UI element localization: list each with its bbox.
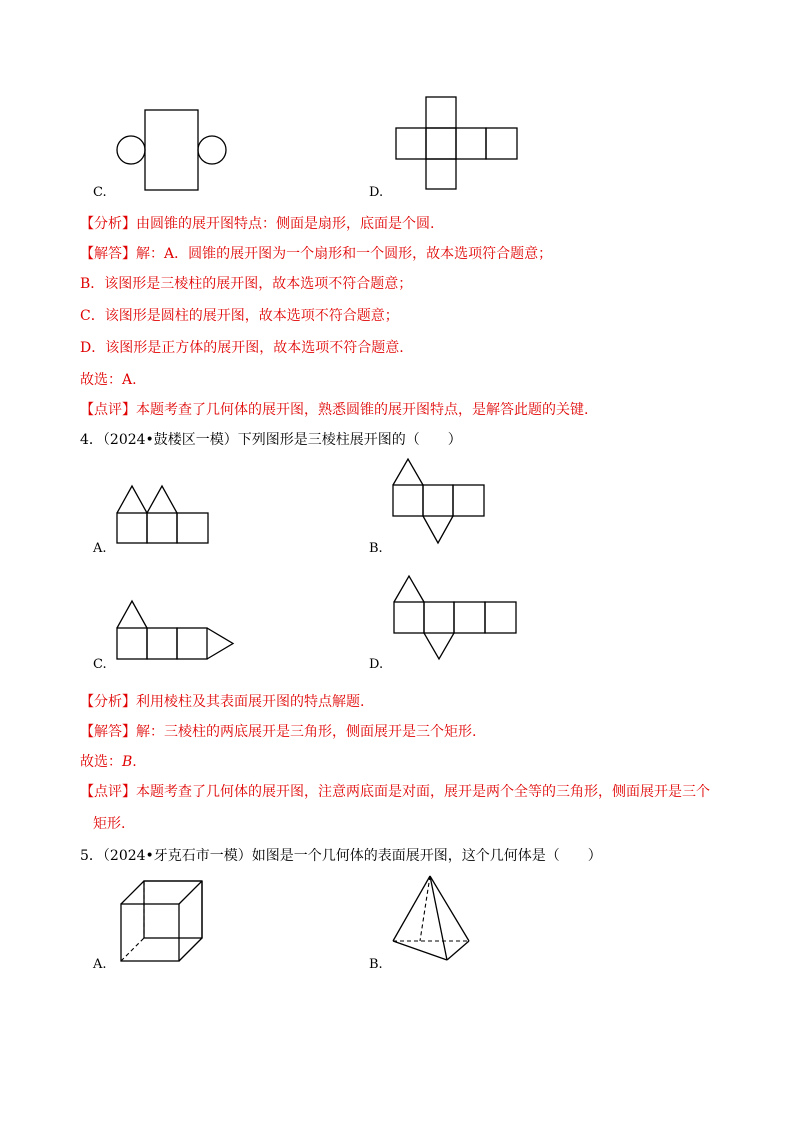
q4-question: 4．（2024•鼓楼区一模）下列图形是三棱柱展开图的（ ） xyxy=(80,432,462,448)
q3-answer-line-c: C．该图形是圆柱的展开图，故本选项不符合题意； xyxy=(80,308,399,324)
q3-analysis: 【分析】由圆锥的展开图特点：侧面是扇形，底面是个圆. xyxy=(80,216,435,232)
q4-option-b-label: B. xyxy=(369,541,383,556)
q4-option-c-label: C. xyxy=(93,657,107,672)
q4-analysis: 【分析】利用棱柱及其表面展开图的特点解题. xyxy=(80,694,365,710)
q3-answer-line-d: D．该图形是正方体的展开图，故本选项不符合题意. xyxy=(80,340,404,356)
q5-option-b-label: B. xyxy=(369,957,383,972)
q4-comment-line-2: 矩形. xyxy=(93,816,126,832)
q4-option-d-label: D. xyxy=(369,657,384,672)
q3-answer-line-b: B．该图形是三棱柱的展开图，故本选项不符合题意； xyxy=(80,276,413,292)
q3-option-c-label: C. xyxy=(93,185,107,200)
q4-choice-suffix: . xyxy=(132,754,137,770)
q4-option-a-label: A. xyxy=(93,541,107,556)
q5-option-a-label: A. xyxy=(93,957,107,972)
q3-option-d-label: D. xyxy=(369,185,384,200)
q5-question: 5．（2024•牙克石市一模）如图是一个几何体的表面展开图，这个几何体是（ ） xyxy=(80,848,602,864)
q3-comment: 【点评】本题考查了几何体的展开图，熟悉圆锥的展开图特点，是解答此题的关键. xyxy=(80,402,589,418)
q4-answer: 【解答】解：三棱柱的两底展开是三角形，侧面展开是三个矩形. xyxy=(80,724,477,740)
q3-answer: 【解答】解：A．圆锥的展开图为一个扇形和一个圆形，故本选项符合题意； xyxy=(80,246,553,262)
q4-choice-prefix: 故选： xyxy=(80,754,122,770)
q4-choice-letter: B xyxy=(122,754,133,770)
q3-choice: 故选：A. xyxy=(80,372,137,388)
q4-comment-line-1: 【点评】本题考查了几何体的展开图，注意两底面是对面，展开是两个全等的三角形，侧面展开是三个 xyxy=(80,784,710,800)
